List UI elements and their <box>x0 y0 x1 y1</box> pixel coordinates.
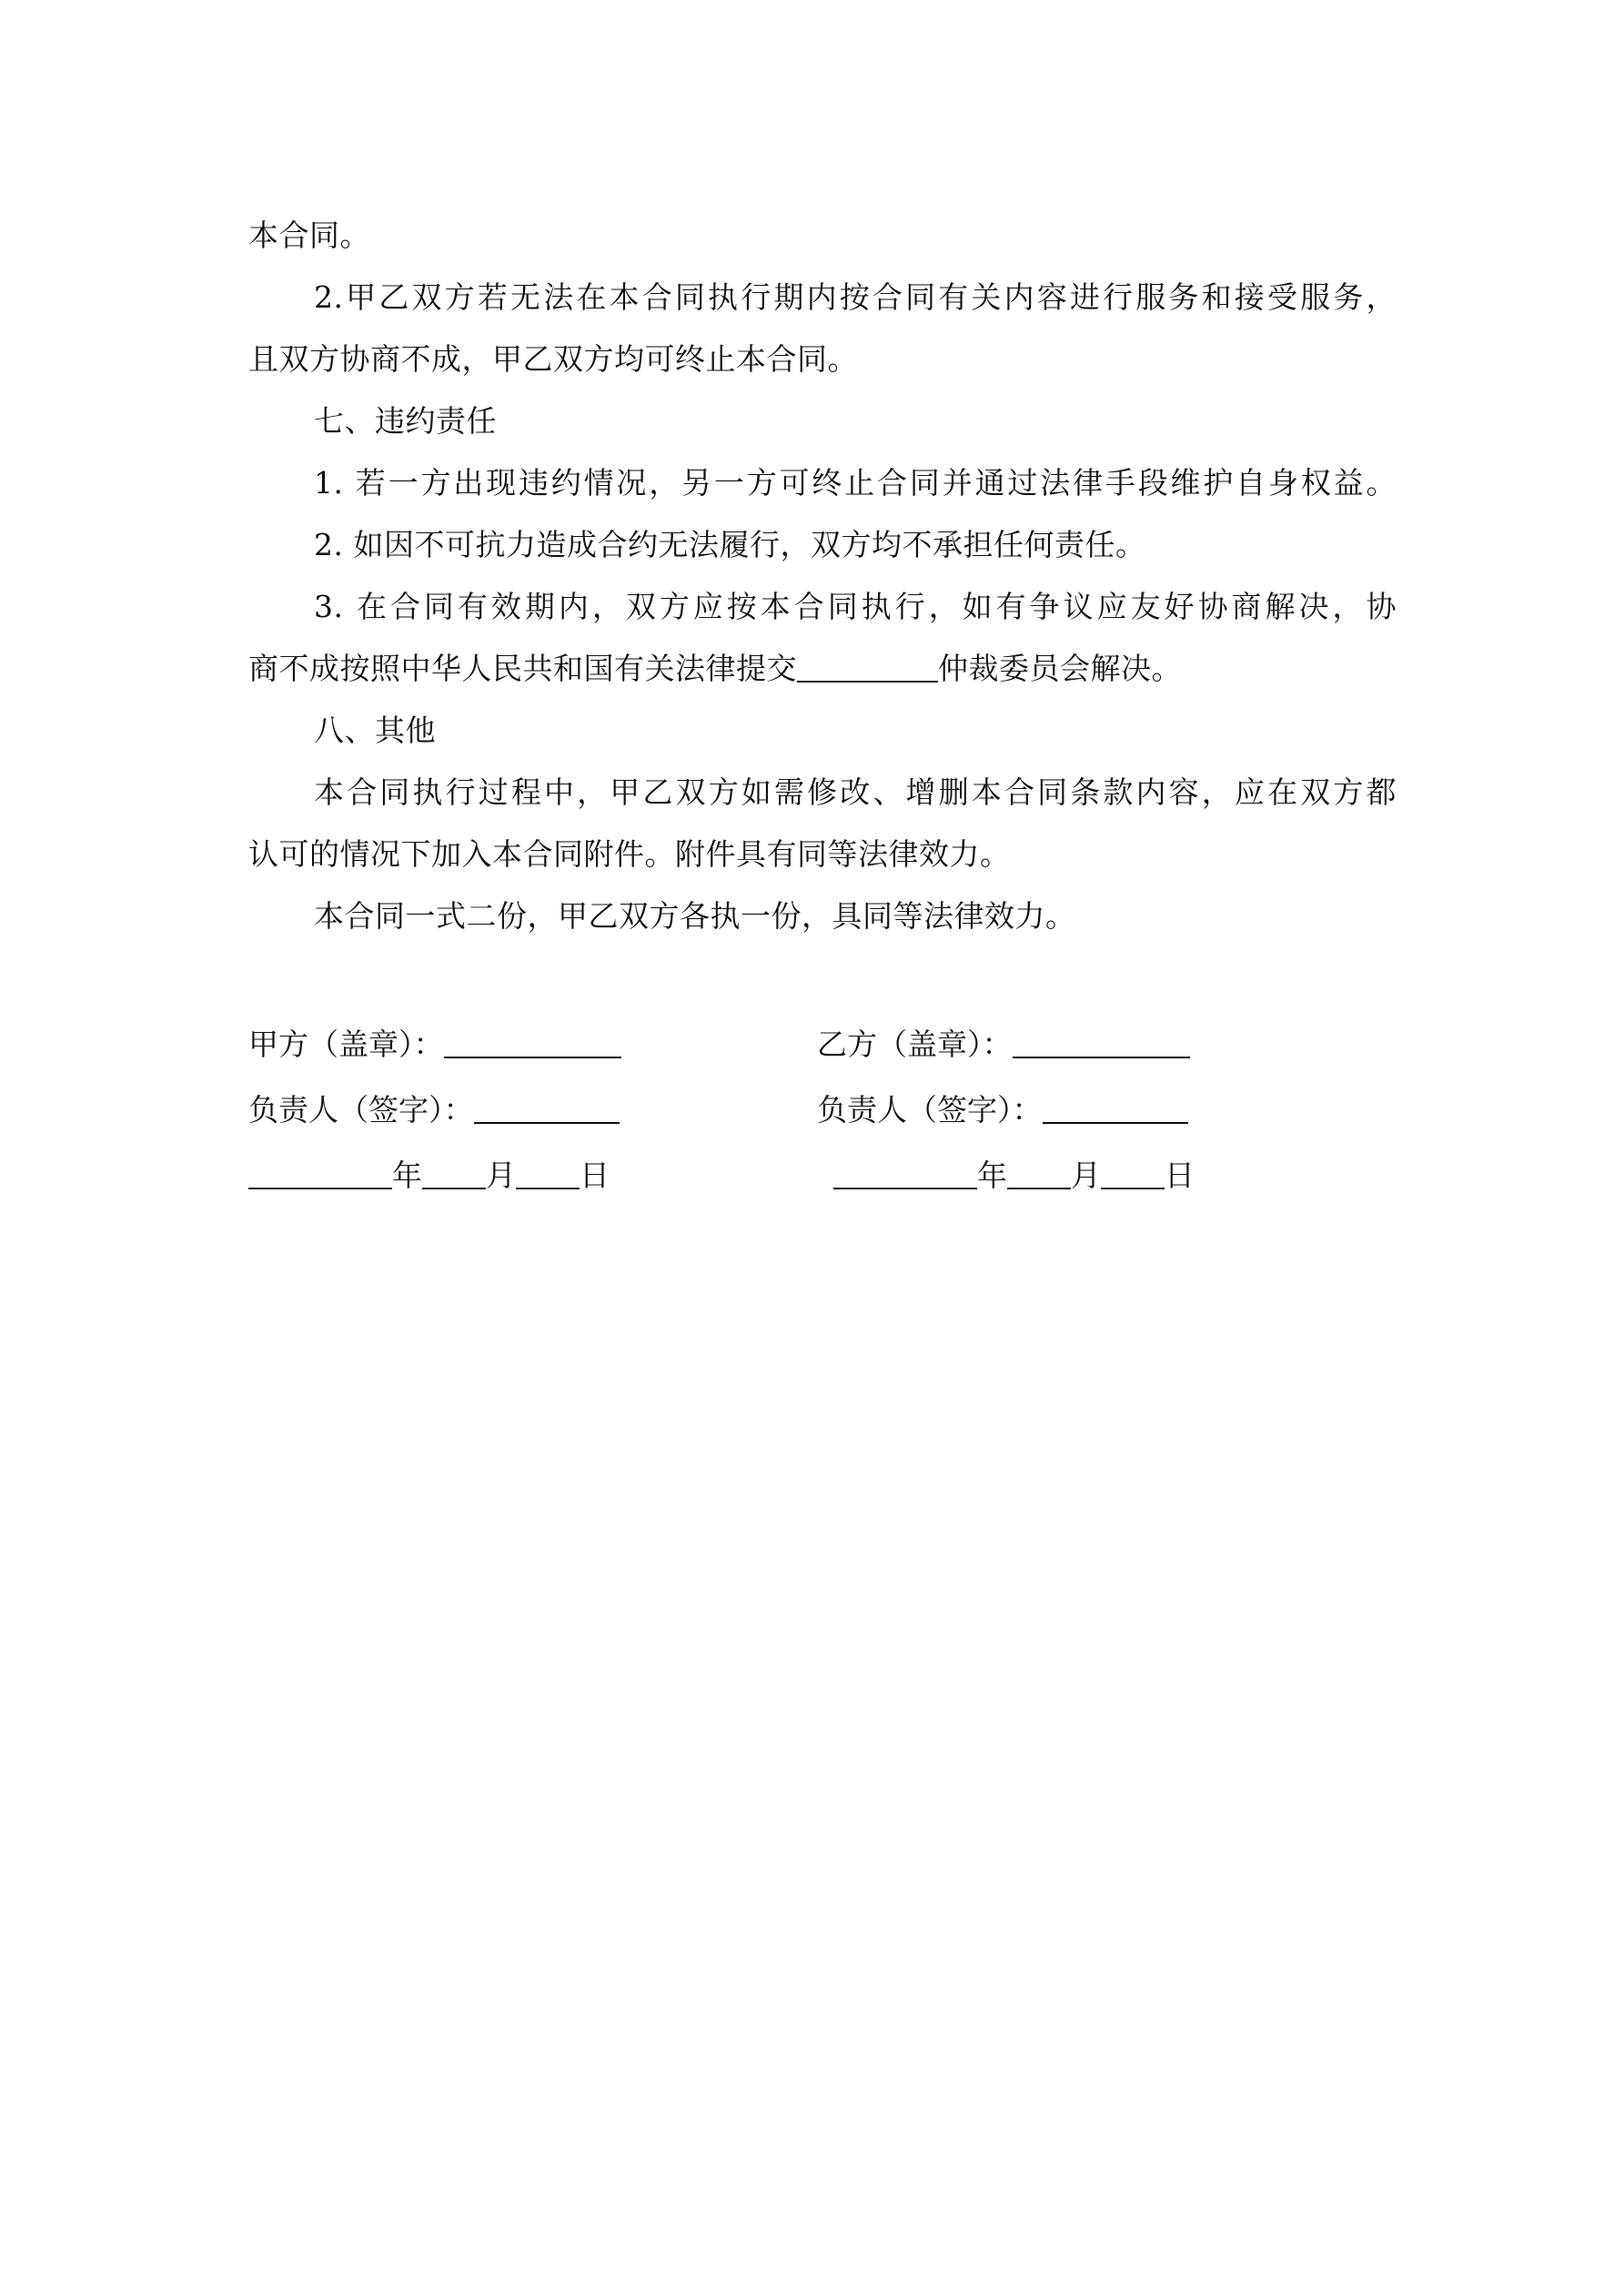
person-a-sign <box>248 1077 620 1143</box>
section-heading: 八、其他 <box>314 713 436 748</box>
paragraph-line: 3. 在合同有效期内，双方应按本合同执行，如有争议应友好协商解决，协 <box>314 589 1397 624</box>
year-blank[interactable] <box>833 1160 977 1189</box>
year-blank[interactable] <box>248 1160 392 1189</box>
seal-row <box>248 1012 1397 1077</box>
day-label: 日 <box>1165 1158 1195 1193</box>
person-b-sign <box>817 1077 1188 1143</box>
paragraph-line: 认可的情况下加入本合同附件。附件具有同等法律效力。 <box>248 836 1011 872</box>
paragraph-line: 本合同。 <box>248 217 370 253</box>
paragraph-line: 1. 若一方出现违约情况，另一方可终止合同并通过法律手段维护自身权益。 <box>314 465 1397 501</box>
sign-row <box>248 1077 1397 1143</box>
person-a-sign-label: 负责人（签字）： <box>248 1092 474 1128</box>
party-b-seal-label: 乙方（盖章）： <box>817 1027 1013 1062</box>
person-a-sign-blank[interactable] <box>474 1095 620 1124</box>
arbitration-committee-blank[interactable] <box>797 653 938 683</box>
paragraph-line: 2. 如因不可抗力造成合约无法履行，双方均不承担任何责任。 <box>314 527 1146 562</box>
party-b-date <box>833 1143 1195 1209</box>
year-label: 年 <box>977 1158 1007 1193</box>
paragraph-line: 本合同一式二份，甲乙双方各执一份，具同等法律效力。 <box>314 898 1076 934</box>
day-blank[interactable] <box>516 1160 580 1189</box>
party-a-seal-blank[interactable] <box>444 1029 621 1058</box>
arbitration-text-after: 仲裁委员会解决。 <box>938 651 1182 686</box>
month-label: 月 <box>1071 1158 1101 1193</box>
month-blank[interactable] <box>1007 1160 1071 1189</box>
date-row <box>248 1143 1397 1209</box>
contract-body <box>248 205 1397 947</box>
month-blank[interactable] <box>422 1160 486 1189</box>
paragraph-line: 2.甲乙双方若无法在本合同执行期内按合同有关内容进行服务和接受服务， <box>314 279 1397 315</box>
person-b-sign-label: 负责人（签字）： <box>817 1092 1043 1128</box>
party-b-seal-blank[interactable] <box>1013 1029 1190 1058</box>
party-b-seal <box>817 1012 1190 1077</box>
month-label: 月 <box>486 1158 516 1193</box>
section-heading: 七、违约责任 <box>314 403 497 439</box>
arbitration-line <box>248 638 1397 700</box>
paragraph-line: 本合同执行过程中，甲乙双方如需修改、增删本合同条款内容，应在双方都 <box>314 774 1397 810</box>
paragraph-line: 且双方协商不成，甲乙双方均可终止本合同。 <box>248 341 858 377</box>
signature-block <box>248 1012 1397 1209</box>
party-a-date <box>248 1143 610 1209</box>
year-label: 年 <box>392 1158 422 1193</box>
person-b-sign-blank[interactable] <box>1043 1095 1188 1124</box>
party-a-seal <box>248 1012 621 1077</box>
day-blank[interactable] <box>1101 1160 1165 1189</box>
arbitration-text-before: 商不成按照中华人民共和国有关法律提交 <box>248 651 797 686</box>
party-a-seal-label: 甲方（盖章）： <box>248 1027 444 1062</box>
day-label: 日 <box>580 1158 610 1193</box>
